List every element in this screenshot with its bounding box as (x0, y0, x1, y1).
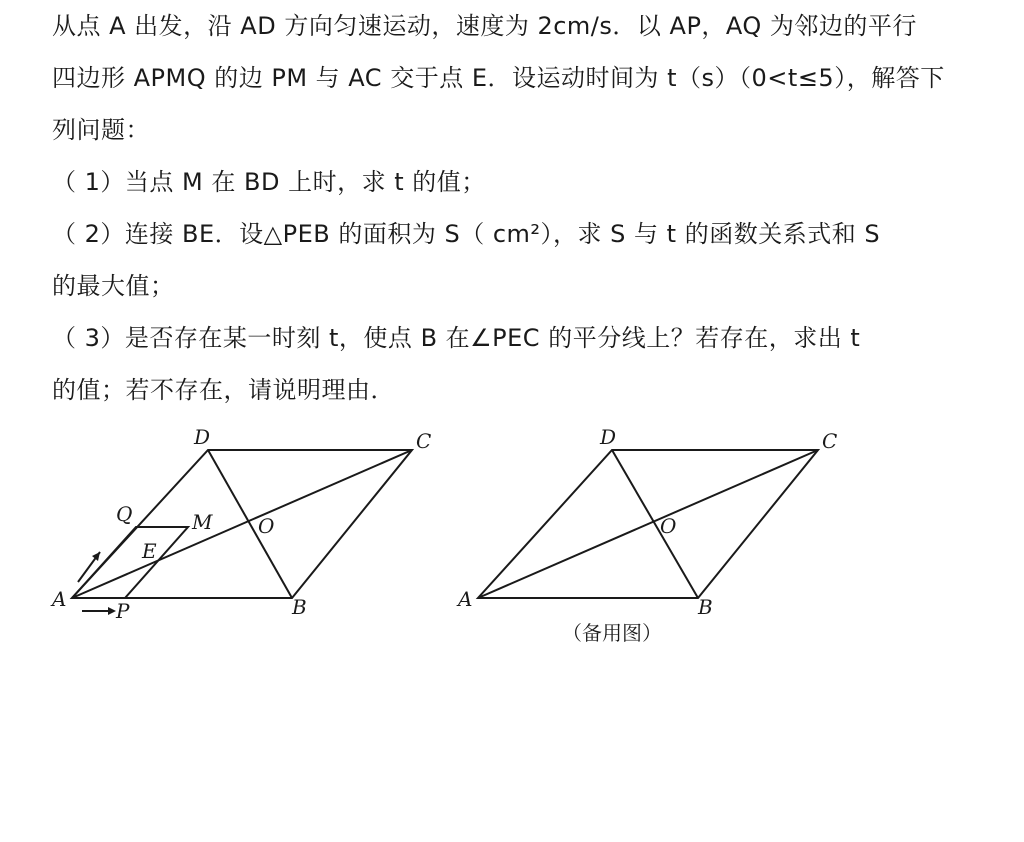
label-Q: Q (116, 502, 133, 526)
question-2-cont: 的最大值； (52, 272, 175, 300)
problem-line: 四边形 APMQ 的边 PM 与 AC 交于点 E．设运动时间为 t（s）（0<t≤5），解答下 (52, 64, 945, 92)
label-A: A (52, 587, 67, 611)
figure-main (50, 425, 431, 623)
label-M: M (192, 510, 213, 534)
diagonal-ac-spare (478, 450, 818, 598)
label-C: C (416, 429, 432, 453)
question-3: （ 3）是否存在某一时刻 t，使点 B 在∠PEC 的平分线上？若存在，求出 t (52, 324, 861, 352)
problem-line: 列问题： (52, 116, 150, 144)
problem-line: 从点 A 出发，沿 AD 方向匀速运动，速度为 2cm/s．以 AP，AQ 为邻边的平行 (52, 12, 917, 40)
label-D: D (194, 425, 211, 449)
label-P: P (116, 599, 130, 623)
question-1: （ 1）当点 M 在 BD 上时，求 t 的值； (52, 168, 486, 196)
label-O-spare: O (660, 514, 677, 538)
label-O: O (258, 514, 275, 538)
label-C-spare: C (822, 429, 838, 453)
diagonal-bd (208, 450, 292, 598)
label-D-spare: D (600, 425, 617, 449)
label-E: E (142, 539, 157, 563)
label-A-spare: A (458, 587, 473, 611)
geometry-figures (0, 420, 1024, 660)
parallelogram-apmq (72, 527, 188, 598)
label-B: B (292, 595, 307, 619)
problem-text (52, 4, 982, 420)
label-B-spare: B (698, 595, 713, 619)
diagonal-bd-spare (612, 450, 698, 598)
figure-spare (456, 425, 837, 645)
question-3-cont: 的值；若不存在，请说明理由． (52, 376, 395, 404)
question-2: （ 2）连接 BE．设△PEB 的面积为 S（ cm²），求 S 与 t 的函数关系式和 S (52, 220, 881, 248)
spare-figure-caption: （备用图） (562, 621, 662, 645)
arrow-head-ab (108, 607, 116, 615)
